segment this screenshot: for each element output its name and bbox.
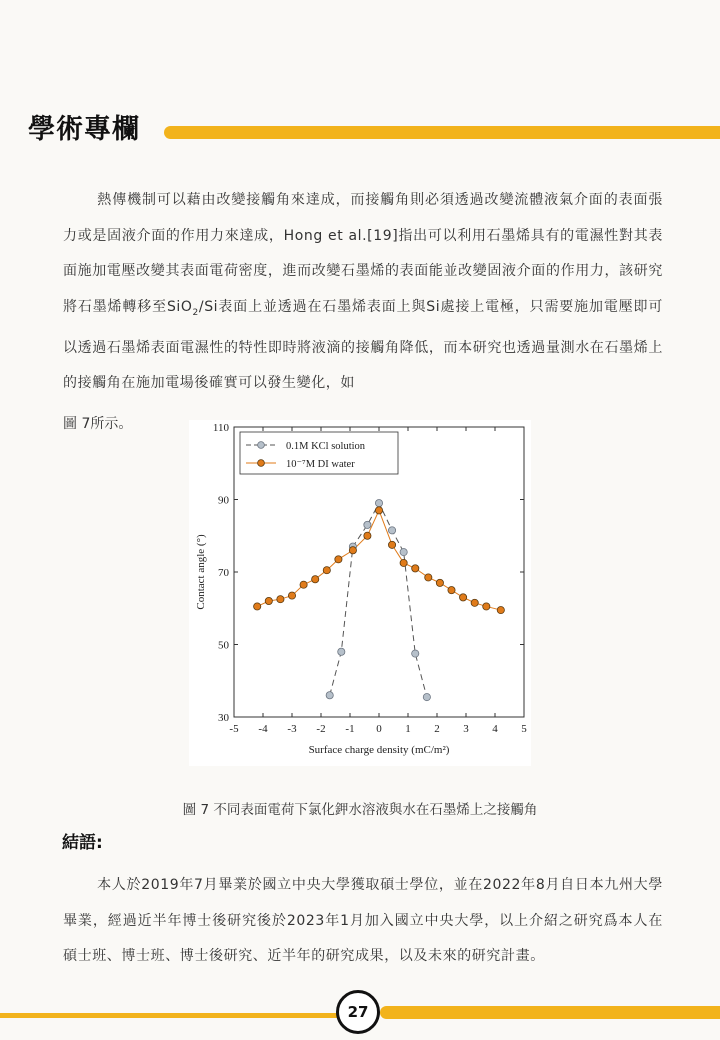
data-point [460,594,467,601]
x-tick-label: 3 [463,723,469,735]
figure-caption: 圖 7 不同表面電荷下氯化鉀水溶液與水在石墨烯上之接觸角 [182,802,538,818]
conclusion-paragraph [63,868,663,975]
section-header [28,112,720,152]
data-point [412,565,419,572]
data-point [277,596,284,603]
y-tick-label: 70 [218,567,229,579]
data-point [436,579,443,586]
legend-marker [258,460,265,467]
contact-angle-chart [189,420,531,766]
y-tick-label: 30 [218,712,229,724]
conclusion-text: 本人於2019年7月畢業於國立中央大學獲取碩士學位，並在2022年8月自日本九州大學畢業，經過近半年博士後研究後於2023年1月加入國立中央大學，以上介紹之研究爲本人在碩士班、博士班、博士後研究、近半年的研究成果，以及未來的研究計畫。 [63,877,663,964]
section-title: 學術專欄 [28,114,140,145]
data-point [497,606,504,613]
legend-label: 10⁻⁷M DI water [286,459,355,470]
data-point [254,603,261,610]
data-point [335,556,342,563]
x-tick-label: 1 [405,723,411,735]
legend-marker [258,442,265,449]
data-point [288,592,295,599]
data-point [375,500,382,507]
footer-line-right [380,1006,720,1019]
data-point [265,597,272,604]
data-point [400,559,407,566]
page-footer [0,990,720,1040]
x-tick-label: -5 [229,723,239,735]
subscript-2: 2 [192,307,199,318]
paragraph-text-part1: 熱傳機制可以藉由改變接觸角來達成，而接觸角則必須透過改變流體液氣介面的表面張力或是固液介面的作用力來達成，Hong et al.[19]指出可以利用石墨烯具有的電濕性對其表面施加電壓改變其表面電荷密度，進而改變石墨烯的表面能並改變固液介面的作用力，該研究將石墨烯轉移至SiO [63,192,663,315]
title-accent-bar [164,126,720,139]
data-point [483,603,490,610]
legend-label: 0.1M KCl solution [286,441,366,452]
data-point [375,507,382,514]
y-tick-label: 90 [218,494,229,507]
y-axis-label: Contact angle (°) [195,534,207,610]
data-point [388,527,395,534]
conclusion-heading: 結語: [62,833,103,853]
data-point [400,548,407,555]
x-tick-label: 5 [521,723,527,735]
x-tick-label: 0 [376,723,382,735]
x-tick-label: -4 [258,723,268,735]
data-point [388,541,395,548]
data-point [338,648,345,655]
data-point [349,547,356,554]
y-tick-label: 50 [218,639,229,652]
page-number: 27 [336,990,380,1034]
series-line [330,503,427,697]
data-point [312,576,319,583]
paragraph-text-part2: /Si表面上並透過在石墨烯表面上與Si處接上電極，只需要施加電壓即可以透過石墨烯表面電濕性的特性即時將液滴的接觸角降低，而本研究也透過量測水在石墨烯上的接觸角在施加電場後確實可以發生變化，如 [63,298,664,392]
data-point [364,521,371,528]
x-tick-label: 4 [492,723,498,735]
data-point [323,567,330,574]
data-point [300,581,307,588]
x-tick-label: -1 [345,723,355,735]
y-tick-label: 110 [212,422,229,434]
data-point [326,692,333,699]
figure-chart [189,420,531,766]
data-point [471,599,478,606]
data-point [364,532,371,539]
footer-line-left [0,1013,340,1018]
data-point [448,587,455,594]
chart-legend [240,432,398,474]
x-tick-label: 2 [434,723,440,735]
paragraph-tail: 圖 7所示。 [63,416,133,432]
data-point [423,693,430,700]
data-point [412,650,419,657]
x-axis-label: Surface charge density (mC/m²) [308,744,450,756]
body-paragraph [63,183,663,402]
x-tick-label: -2 [316,723,326,735]
x-tick-label: -3 [287,723,297,735]
data-point [425,574,432,581]
